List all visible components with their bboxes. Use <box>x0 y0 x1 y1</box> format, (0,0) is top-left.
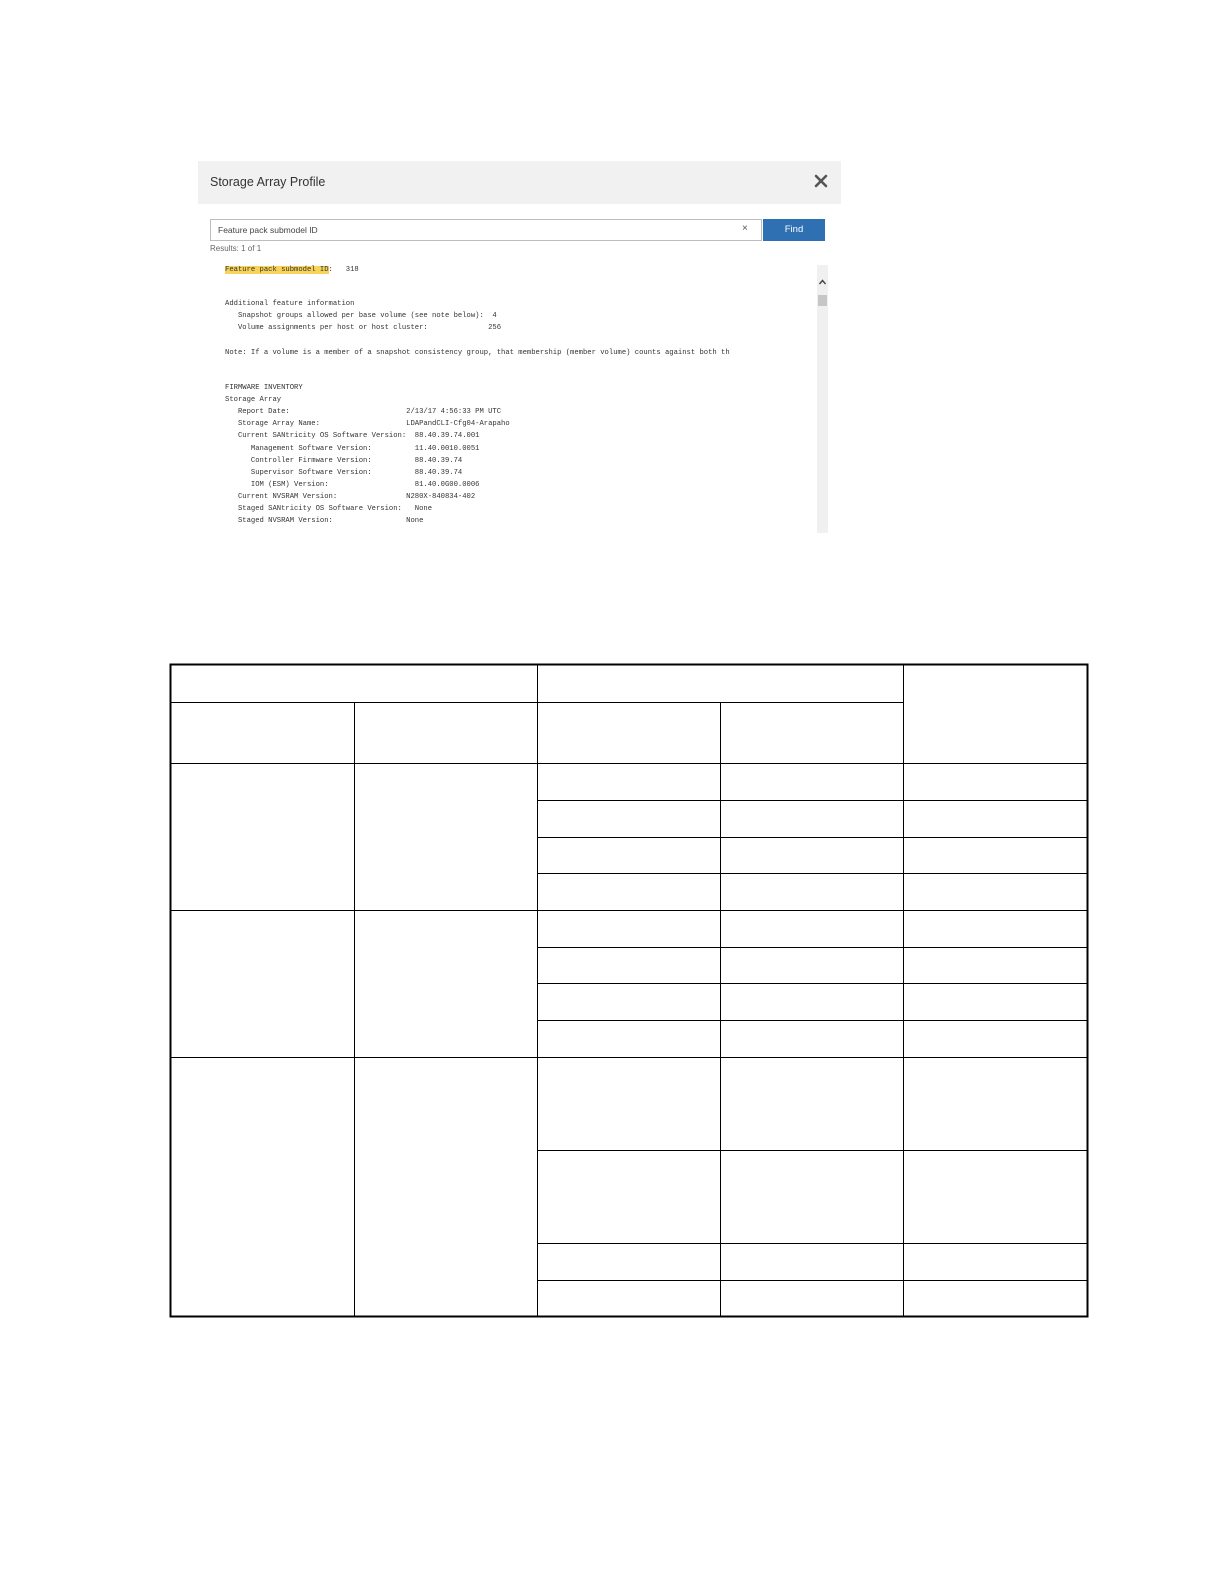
report-line: Current NVSRAM Version: N280X-840834-402 <box>225 493 476 501</box>
scroll-thumb[interactable] <box>818 295 827 306</box>
scroll-up-icon[interactable] <box>818 273 827 281</box>
close-icon[interactable] <box>811 171 831 191</box>
report-line: Staged NVSRAM Version: None <box>225 517 424 525</box>
report-line: Storage Array Name: LDAPandCLI-Cfg04-Arapaho <box>225 420 510 428</box>
clear-search-icon[interactable]: × <box>742 223 748 234</box>
search-input[interactable] <box>218 223 718 237</box>
find-button[interactable]: Find <box>763 219 825 241</box>
profile-report-text <box>225 264 817 533</box>
report-line: Storage Array <box>225 396 282 404</box>
dialog-header <box>198 161 841 204</box>
report-line: Note: If a volume is a member of a snapshot consistency group, that membership (member volume) counts against both th <box>225 349 730 357</box>
search-box <box>210 219 762 241</box>
report-line: Staged SANtricity OS Software Version: None <box>225 505 433 513</box>
dialog-title: Storage Array Profile <box>210 175 326 189</box>
report-line: Additional feature information <box>225 300 355 308</box>
report-line: Current SANtricity OS Software Version: 88.40.39.74.001 <box>225 432 480 440</box>
feature-pack-value: : 318 <box>328 266 359 274</box>
table-border <box>171 665 1088 1317</box>
report-line: Snapshot groups allowed per base volume (see note below): 4 <box>225 312 497 320</box>
report-line: Management Software Version: 11.40.0010.0051 <box>225 445 480 453</box>
report-scrollbar[interactable] <box>817 265 828 533</box>
report-line: Report Date: 2/13/17 4:56:33 PM UTC <box>225 408 502 416</box>
report-line: IOM (ESM) Version: 81.40.0G00.0006 <box>225 481 480 489</box>
storage-array-profile-dialog <box>198 161 841 533</box>
report-line-feature-pack <box>225 264 359 276</box>
results-count: Results: 1 of 1 <box>210 244 262 253</box>
report-line: Controller Firmware Version: 88.40.39.74 <box>225 457 463 465</box>
report-line: Supervisor Software Version: 88.40.39.74 <box>225 469 463 477</box>
search-match-highlight: Feature pack submodel ID <box>225 266 329 274</box>
report-line: FIRMWARE INVENTORY <box>225 384 303 392</box>
table-lines <box>170 664 1088 1317</box>
report-line: Volume assignments per host or host cluster: 256 <box>225 324 502 332</box>
